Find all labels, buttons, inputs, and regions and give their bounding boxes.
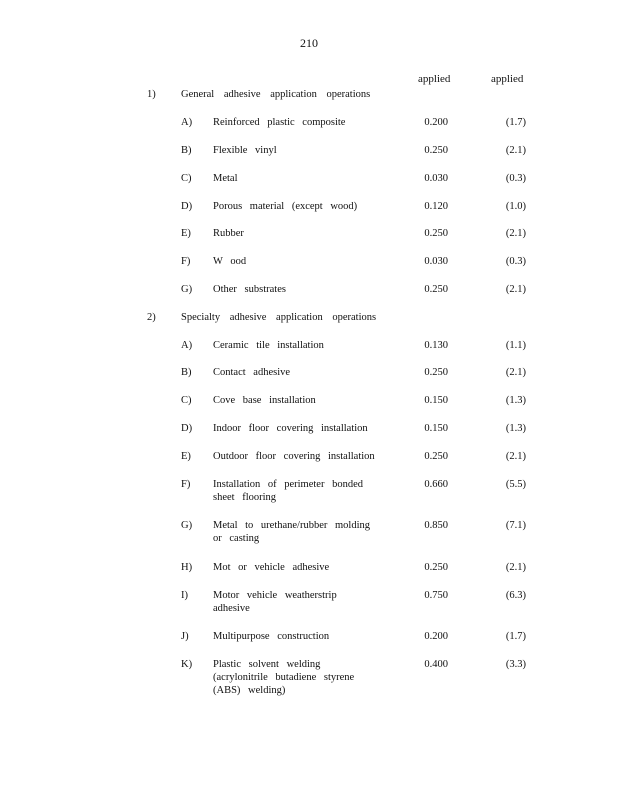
item-label: Porous material (except wood) bbox=[213, 201, 358, 212]
item-label: Contact adhesive bbox=[213, 367, 291, 378]
item-letter: H) bbox=[181, 562, 193, 573]
item-value-2: (2.1) bbox=[505, 284, 526, 295]
item-value-1: 0.400 bbox=[424, 659, 448, 670]
item-value-2: (1.7) bbox=[505, 631, 526, 642]
item-letter: G) bbox=[181, 284, 193, 295]
item-letter: F) bbox=[181, 479, 191, 490]
item-letter: C) bbox=[181, 173, 192, 184]
item-value-2: (0.3) bbox=[505, 256, 526, 267]
item-value-2: (2.1) bbox=[505, 367, 526, 378]
item-value-2: (1.0) bbox=[505, 201, 526, 212]
item-value-2: (5.5) bbox=[505, 479, 526, 490]
section-label: Specialty adhesive application operations bbox=[181, 312, 377, 323]
item-label: Other substrates bbox=[213, 284, 286, 295]
item-value-1: 0.030 bbox=[424, 256, 448, 267]
item-letter: D) bbox=[181, 201, 193, 212]
item-value-1: 0.200 bbox=[424, 117, 448, 128]
item-letter: K) bbox=[181, 659, 193, 670]
item-letter: G) bbox=[181, 520, 193, 531]
column-header-1: applied bbox=[418, 73, 451, 85]
item-value-2: (3.3) bbox=[505, 659, 526, 670]
item-value-1: 0.130 bbox=[424, 340, 448, 351]
section-label: General adhesive application operations bbox=[181, 89, 371, 100]
item-value-2: (6.3) bbox=[505, 590, 526, 601]
item-label: Installation of perimeter bonded sheet flooring bbox=[213, 479, 363, 503]
item-letter: E) bbox=[181, 228, 191, 239]
item-value-2: (2.1) bbox=[505, 228, 526, 239]
item-value-1: 0.250 bbox=[424, 284, 448, 295]
item-value-2: (2.1) bbox=[505, 451, 526, 462]
item-letter: B) bbox=[181, 367, 192, 378]
item-label: Mot or vehicle adhesive bbox=[213, 562, 330, 573]
item-value-1: 0.660 bbox=[424, 479, 448, 490]
page-number: 210 bbox=[300, 36, 318, 50]
item-letter: A) bbox=[181, 117, 193, 128]
item-letter: F) bbox=[181, 256, 191, 267]
item-letter: D) bbox=[181, 423, 193, 434]
column-header-2: applied bbox=[491, 73, 524, 85]
item-value-1: 0.750 bbox=[424, 590, 448, 601]
item-letter: E) bbox=[181, 451, 191, 462]
item-label: Rubber bbox=[213, 228, 244, 239]
item-label: Cove base installation bbox=[213, 395, 316, 406]
item-value-1: 0.150 bbox=[424, 423, 448, 434]
item-label: Flexible vinyl bbox=[213, 145, 277, 156]
item-letter: C) bbox=[181, 395, 192, 406]
item-value-2: (7.1) bbox=[505, 520, 526, 531]
item-letter: J) bbox=[181, 631, 189, 642]
item-value-2: (1.7) bbox=[505, 117, 526, 128]
item-label: Motor vehicle weatherstrip adhesive bbox=[213, 590, 337, 614]
item-label: Metal bbox=[213, 173, 238, 184]
item-value-1: 0.250 bbox=[424, 562, 448, 573]
item-label: Plastic solvent welding (acrylonitrile butadiene styrene (ABS) welding) bbox=[213, 659, 355, 696]
item-value-2: (0.3) bbox=[505, 173, 526, 184]
item-value-1: 0.250 bbox=[424, 451, 448, 462]
item-label: Ceramic tile installation bbox=[213, 340, 324, 351]
section-number: 1) bbox=[147, 89, 156, 100]
item-label: W ood bbox=[213, 256, 247, 267]
item-value-2: (2.1) bbox=[505, 145, 526, 156]
item-value-2: (2.1) bbox=[505, 562, 526, 573]
item-value-1: 0.120 bbox=[424, 201, 448, 212]
item-value-2: (1.3) bbox=[505, 423, 526, 434]
item-value-1: 0.250 bbox=[424, 145, 448, 156]
item-label: Indoor floor covering installation bbox=[213, 423, 368, 434]
item-label: Outdoor floor covering installation bbox=[213, 451, 375, 462]
item-label: Reinforced plastic composite bbox=[213, 117, 346, 128]
item-label: Multipurpose construction bbox=[213, 631, 330, 642]
item-letter: A) bbox=[181, 340, 193, 351]
item-value-1: 0.200 bbox=[424, 631, 448, 642]
item-label: Metal to urethane/rubber molding or casting bbox=[213, 520, 371, 544]
item-value-1: 0.250 bbox=[424, 367, 448, 378]
item-value-1: 0.150 bbox=[424, 395, 448, 406]
item-letter: B) bbox=[181, 145, 192, 156]
item-value-2: (1.1) bbox=[505, 340, 526, 351]
item-value-1: 0.850 bbox=[424, 520, 448, 531]
item-letter: I) bbox=[181, 590, 188, 601]
item-value-2: (1.3) bbox=[505, 395, 526, 406]
item-value-1: 0.250 bbox=[424, 228, 448, 239]
item-value-1: 0.030 bbox=[424, 173, 448, 184]
section-number: 2) bbox=[147, 312, 156, 323]
